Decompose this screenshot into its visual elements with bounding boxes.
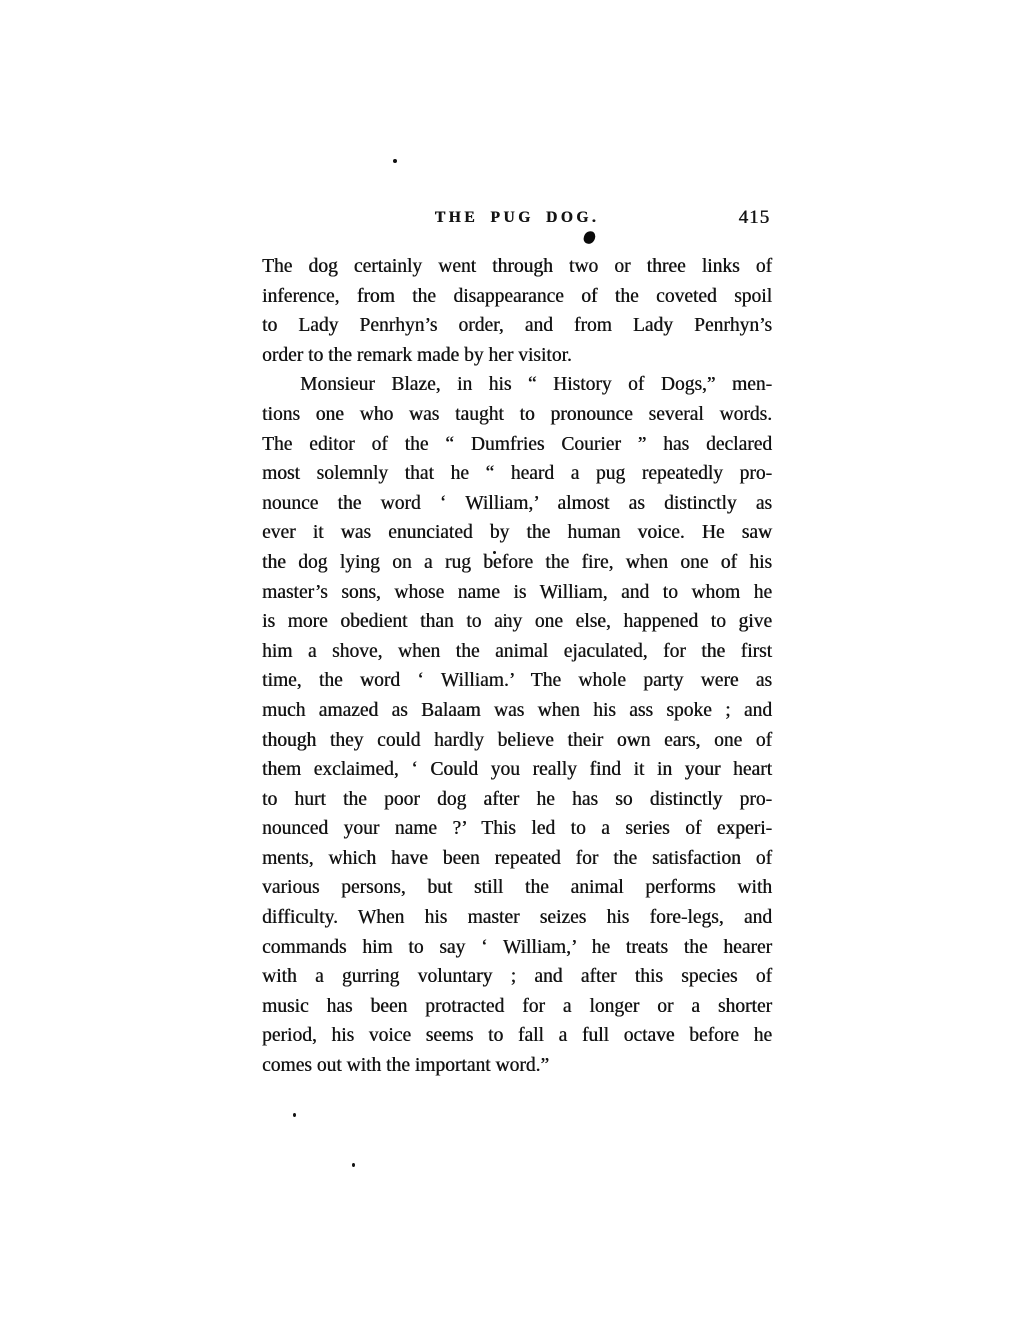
text-line: tions one who was taught to pronounce several words. bbox=[262, 403, 772, 425]
text-line: various persons, but still the animal performs with bbox=[262, 877, 772, 899]
text-line: master’s sons, whose name is William, and to whom he bbox=[262, 581, 772, 603]
paragraph bbox=[262, 370, 772, 1080]
text-line: time, the word ‘ William.’ The whole party were as bbox=[262, 670, 772, 692]
body-text bbox=[262, 252, 772, 1081]
text-line: nounce the word ‘ William,’ almost as distinctly as bbox=[262, 492, 772, 514]
text-line: The editor of the “ Dumfries Courier ” has declared bbox=[262, 433, 772, 455]
text-line: music has been protracted for a longer or a shorter bbox=[262, 995, 772, 1017]
text-line: with a gurring voluntary ; and after this species of bbox=[262, 966, 772, 988]
text-line: to Lady Penrhyn’s order, and from Lady Penrhyn’s bbox=[262, 315, 772, 337]
text-line: difficulty. When his master seizes his fore-legs, and bbox=[262, 907, 772, 929]
text-line: the dog lying on a rug before the fire, when one of his bbox=[262, 551, 772, 573]
text-line: Monsieur Blaze, in his “ History of Dogs,” men- bbox=[300, 374, 772, 396]
text-line: ever it was enunciated by the human voice. He saw bbox=[262, 522, 772, 544]
text-line: commands him to say ‘ William,’ he treats the hearer bbox=[262, 936, 772, 958]
text-line: much amazed as Balaam was when his ass spoke ; and bbox=[262, 699, 772, 721]
text-line: most solemnly that he “ heard a pug repeatedly pro- bbox=[262, 463, 772, 485]
text-line: ments, which have been repeated for the satisfaction of bbox=[262, 847, 772, 869]
text-line: inference, from the disappearance of the coveted spoil bbox=[262, 285, 772, 307]
text-line: comes out with the important word.” bbox=[262, 1055, 550, 1077]
text-line: to hurt the poor dog after he has so distinctly pro- bbox=[262, 788, 772, 810]
ink-speck bbox=[393, 159, 397, 163]
ink-speck bbox=[293, 1113, 296, 1117]
ink-speck bbox=[352, 1163, 355, 1167]
text-line: order to the remark made by her visitor. bbox=[262, 344, 572, 366]
page-header bbox=[262, 209, 772, 235]
text-line: though they could hardly believe their own ears, one of bbox=[262, 729, 772, 751]
text-line: him a shove, when the animal ejaculated, for the first bbox=[262, 640, 772, 662]
text-line: nounced your name ?’ This led to a series of experi- bbox=[262, 818, 772, 840]
running-title: THE PUG DOG. bbox=[434, 209, 600, 226]
text-line: is more obedient than to any one else, happened to give bbox=[262, 611, 772, 633]
page-number: 415 bbox=[738, 207, 770, 228]
text-line: period, his voice seems to fall a full octave before he bbox=[262, 1025, 772, 1047]
text-line: The dog certainly went through two or three links of bbox=[262, 256, 772, 277]
paragraph bbox=[262, 252, 772, 370]
text-line: them exclaimed, ‘ Could you really find it in your heart bbox=[262, 759, 772, 781]
